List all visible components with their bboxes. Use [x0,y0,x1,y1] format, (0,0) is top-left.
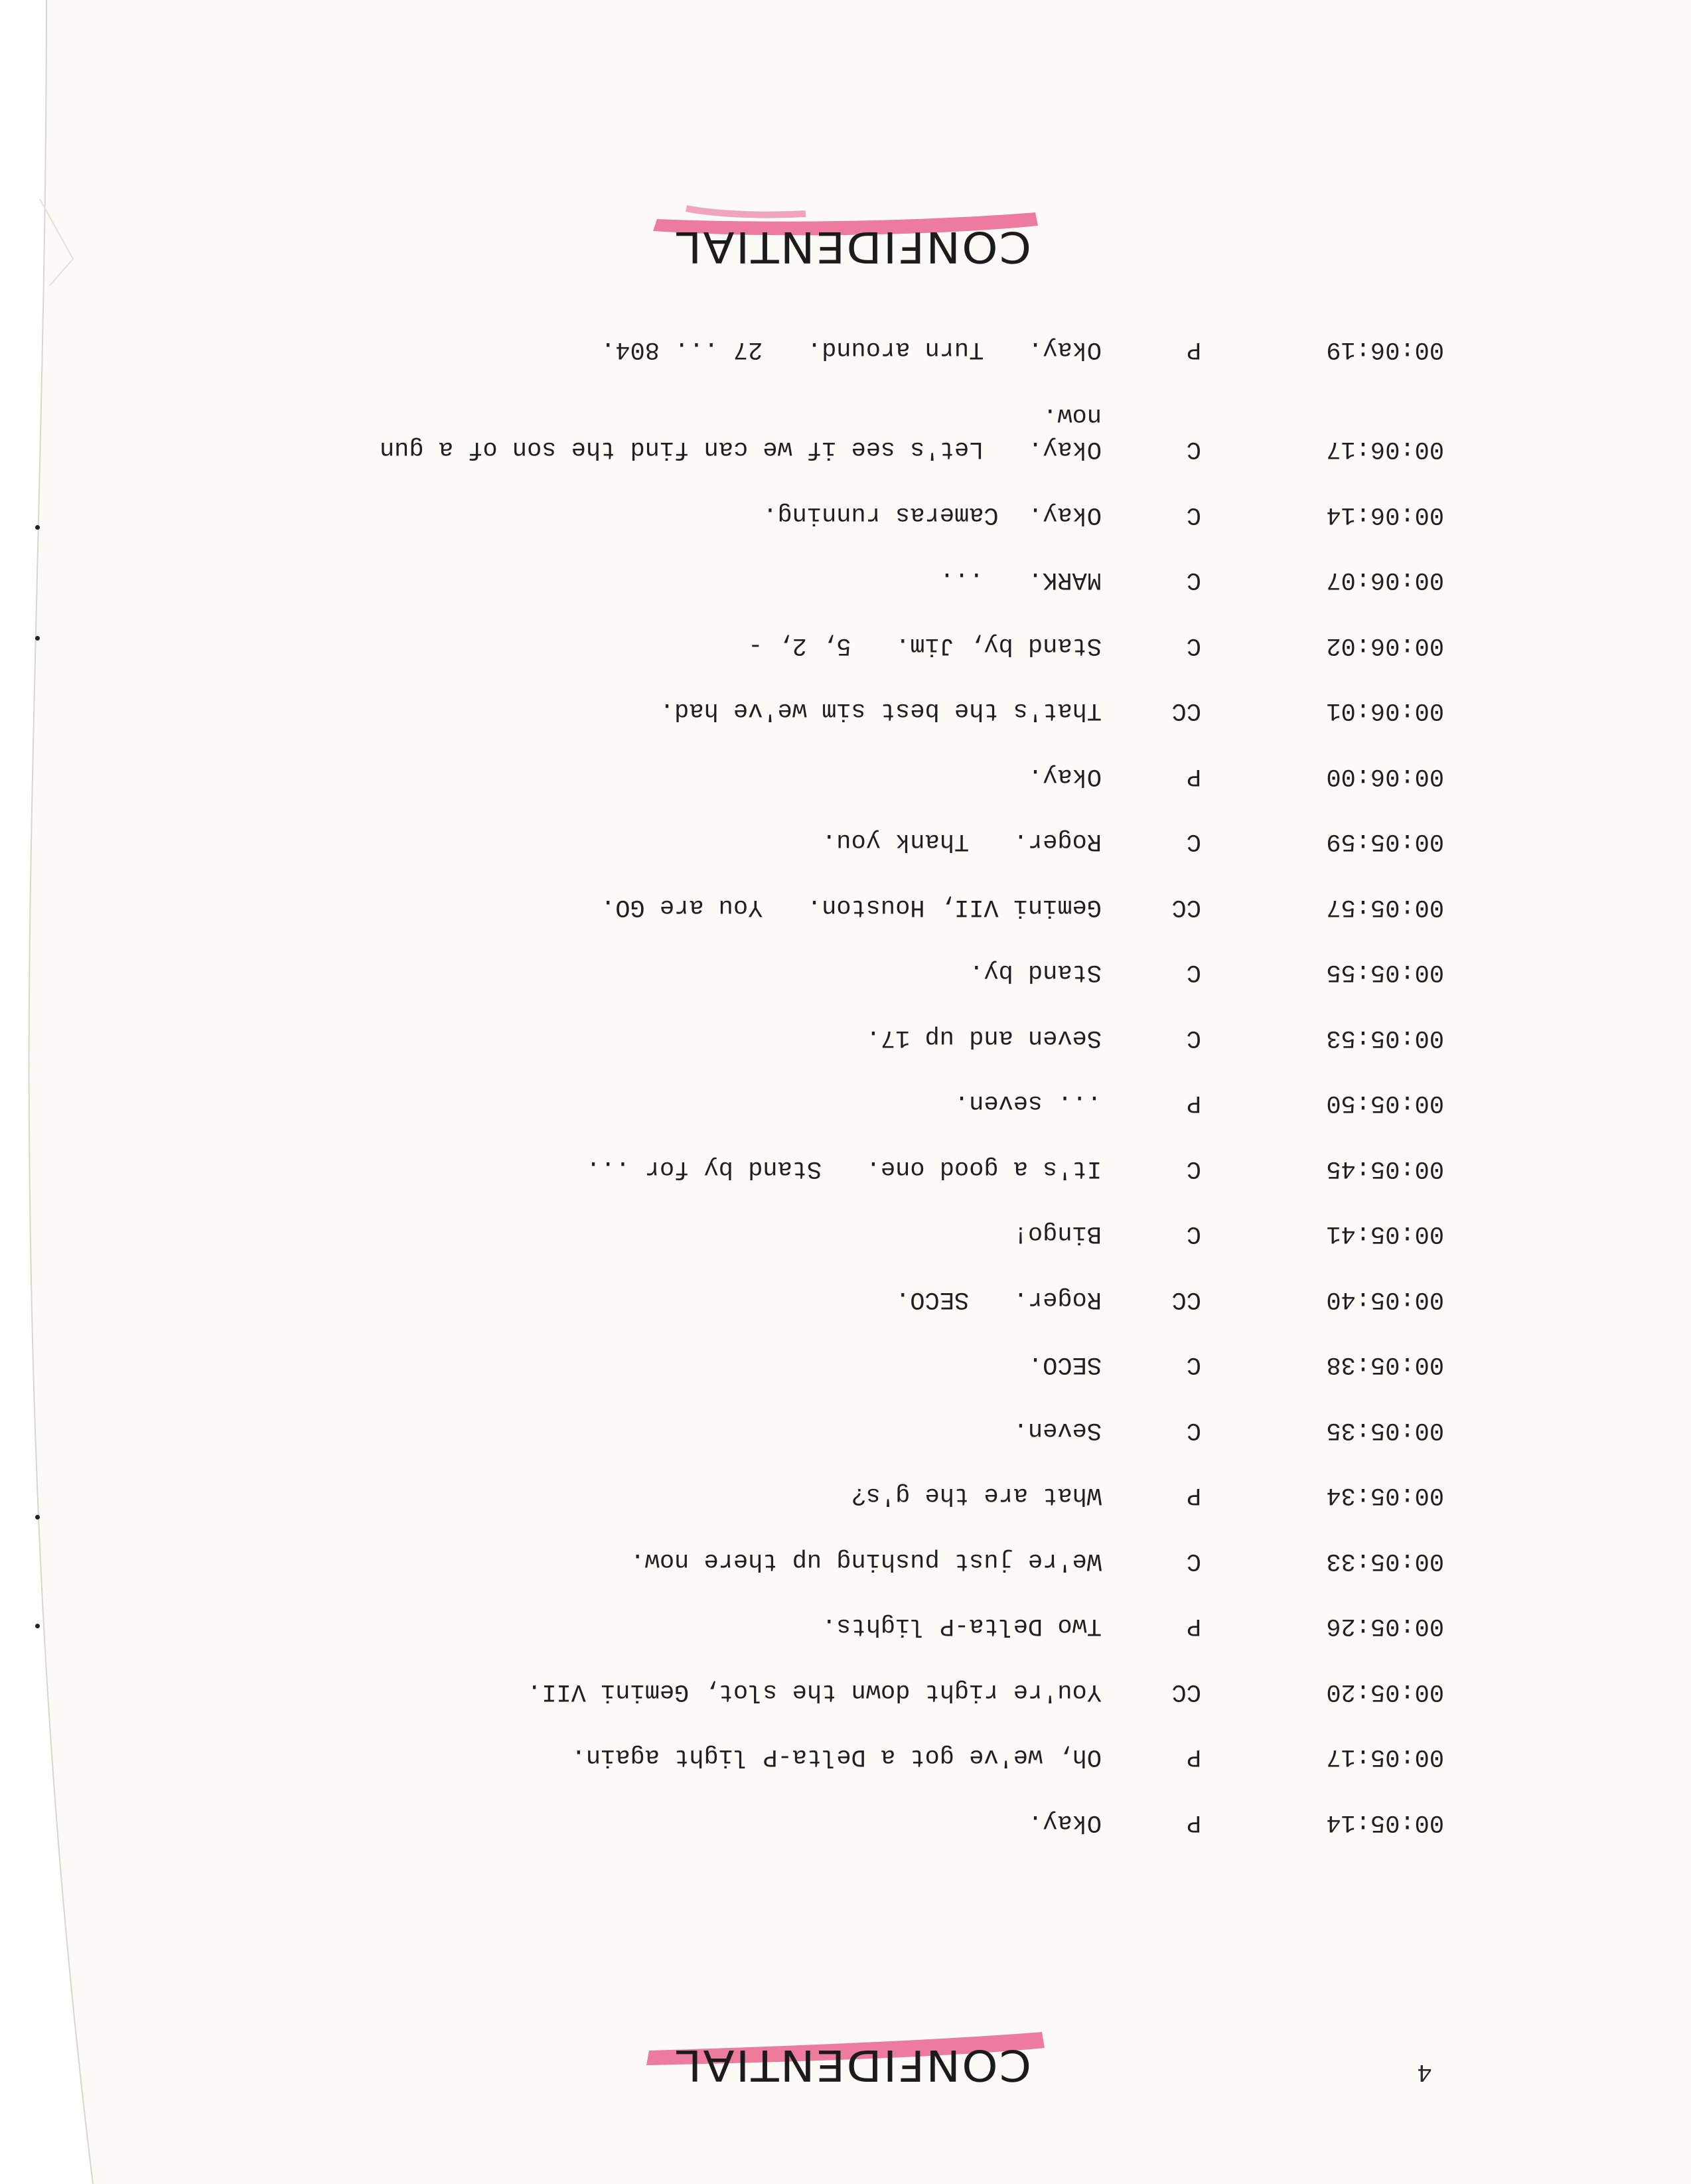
speaker-code: C [1186,1547,1201,1575]
speaker-code: C [1186,501,1201,528]
utterance-text: We're just pushing up there now. [630,1547,1102,1575]
timestamp: 00:06:07 [1326,566,1444,594]
utterance-text: Seven and up 17. [865,1024,1102,1052]
timestamp: 00:05:35 [1326,1416,1444,1444]
utterance-text: Two Delta-P lights. [822,1612,1102,1640]
utterance-text: What are the g's? [851,1481,1102,1510]
transcript-row [0,884,1691,923]
speaker-code: P [1186,1481,1201,1510]
speaker-code: CC [1171,1677,1201,1705]
timestamp: 00:05:59 [1326,827,1444,856]
transcript-row [0,1537,1691,1577]
timestamp: 00:06:17 [1326,435,1444,463]
transcript-row [0,688,1691,728]
utterance-text: Roger. SECO. [895,1285,1102,1313]
utterance-text: Gemini VII, Houston. You are GO. [601,893,1102,921]
speaker-code: C [1186,827,1201,856]
utterance-text: Okay. [1027,1808,1102,1836]
confidential-stamp-bottom [633,204,1058,277]
speaker-code: CC [1171,696,1201,725]
speaker-code: P [1186,1743,1201,1771]
speaker-code: C [1186,1416,1201,1444]
timestamp: 00:05:53 [1326,1024,1444,1052]
transcript-row [0,949,1691,989]
confidential-label: CONFIDENTIAL [674,222,1031,271]
speaker-code: C [1186,435,1201,463]
confidential-label: CONFIDENTIAL [674,2040,1031,2089]
speaker-code: C [1186,631,1201,659]
punch-dot [35,636,40,641]
punch-dot [35,1624,40,1628]
timestamp: 00:06:02 [1326,631,1444,659]
utterance-text: Okay. [1027,762,1102,790]
transcript-row [0,1080,1691,1120]
transcript-row [0,1211,1691,1251]
utterance-text: Bingo! [1013,1219,1102,1248]
timestamp: 00:05:50 [1326,1089,1444,1117]
speaker-code: C [1186,1024,1201,1052]
utterance-text: Okay. Cameras running. [763,501,1102,528]
utterance-text: It's a good one. Stand by for ... [585,1154,1102,1182]
utterance-text: Okay. Turn around. 27 ... 804. [601,335,1102,363]
utterance-text: Okay. Let's see if we can find the son of a gun now. [380,402,1102,463]
timestamp: 00:05:55 [1326,958,1444,986]
timestamp: 00:05:40 [1326,1285,1444,1313]
timestamp: 00:05:17 [1326,1743,1444,1771]
speaker-code: C [1186,1350,1201,1379]
timestamp: 00:05:34 [1326,1481,1444,1510]
utterance-text: Stand by, Jim. 5, 2, - [748,631,1102,659]
utterance-text: That's the best sim we've had. [659,696,1102,725]
transcript-row [0,1342,1691,1381]
punch-dot [35,525,40,530]
transcript-row [0,491,1691,531]
transcript-row [0,557,1691,597]
transcript-row [0,1276,1691,1316]
speaker-code: P [1186,1612,1201,1640]
punch-dot [35,1515,40,1520]
utterance-text: MARK. ... [939,566,1102,594]
utterance-text: Roger. Thank you. [822,827,1102,856]
utterance-text: Seven. [1013,1416,1102,1444]
utterance-text: You're right down the slot, Gemini VII. [527,1677,1102,1705]
utterance-text: Oh, we've got a Delta-P light again. [571,1743,1102,1771]
speaker-code: C [1186,1219,1201,1248]
timestamp: 00:05:45 [1326,1154,1444,1182]
speaker-code: P [1186,762,1201,790]
speaker-code: P [1186,1808,1201,1836]
transcript-row [0,402,1691,466]
speaker-code: CC [1171,1285,1201,1313]
transcript-row [0,753,1691,793]
speaker-code: C [1186,566,1201,594]
speaker-code: CC [1171,893,1201,921]
timestamp: 00:05:20 [1326,1677,1444,1705]
timestamp: 00:05:14 [1326,1808,1444,1836]
transcript-row [0,1145,1691,1185]
speaker-code: C [1186,958,1201,986]
timestamp: 00:06:00 [1326,762,1444,790]
timestamp: 00:06:19 [1326,335,1444,363]
transcript-row [0,819,1691,858]
timestamp: 00:06:14 [1326,501,1444,528]
transcript-row [0,326,1691,366]
transcript-row [0,1734,1691,1774]
timestamp: 00:06:01 [1326,696,1444,725]
transcript-row [0,1799,1691,1839]
transcript-row [0,622,1691,662]
transcript-row [0,1472,1691,1512]
transcript-row [0,1407,1691,1446]
speaker-code: P [1186,1089,1201,1117]
confidential-stamp-top [633,2023,1058,2096]
timestamp: 00:05:41 [1326,1219,1444,1248]
timestamp: 00:05:33 [1326,1547,1444,1575]
utterance-text: Stand by. [969,958,1102,986]
page-number: 4 [1417,2057,1432,2086]
timestamp: 00:05:38 [1326,1350,1444,1379]
transcript-row [0,1603,1691,1643]
speaker-code: C [1186,1154,1201,1182]
utterance-text: ... seven. [954,1089,1102,1117]
speaker-code: P [1186,335,1201,363]
transcript-row [0,1014,1691,1054]
timestamp: 00:05:57 [1326,893,1444,921]
timestamp: 00:05:26 [1326,1612,1444,1640]
transcript-row [0,1668,1691,1708]
utterance-text: SECO. [1027,1350,1102,1379]
